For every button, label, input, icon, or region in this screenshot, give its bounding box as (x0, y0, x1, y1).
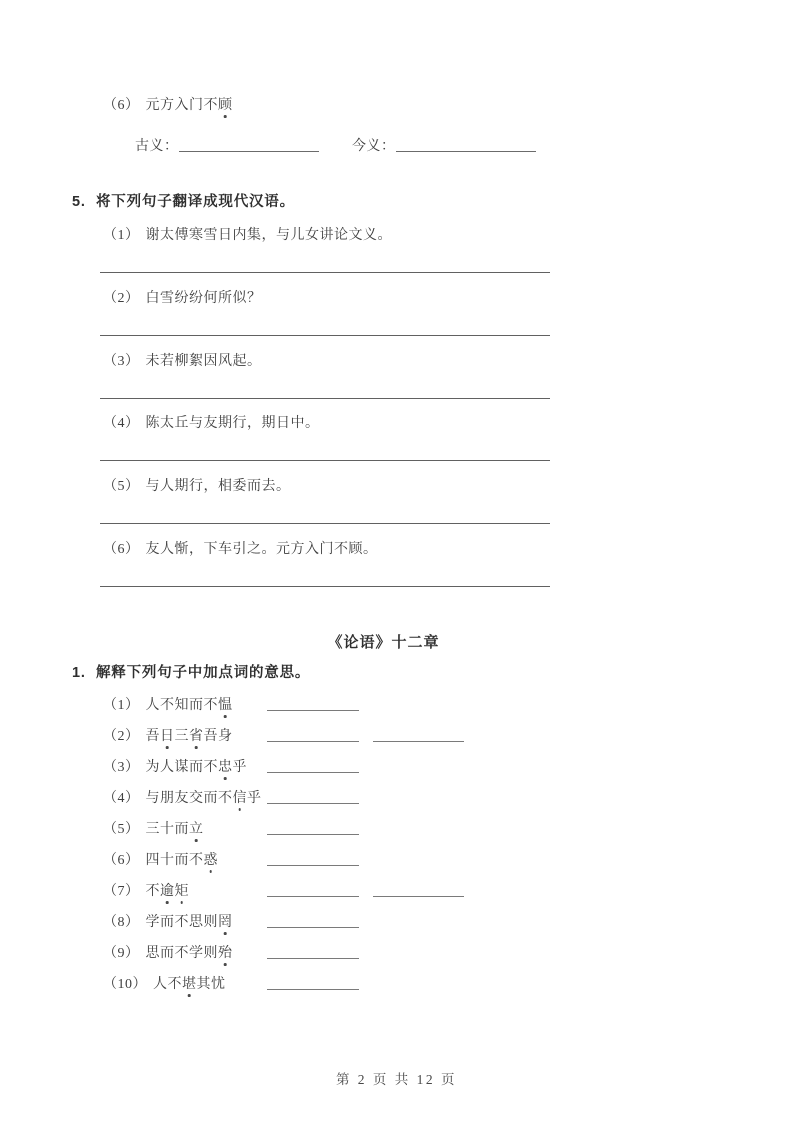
explain-answer-blank-1 (267, 927, 359, 928)
gloss-item-number: （6） (103, 98, 140, 113)
question-1-text: 解释下列句子中加点词的意思。 (96, 665, 311, 681)
translate-item (103, 416, 320, 432)
translate-answer-line (100, 523, 550, 524)
translate-item (103, 228, 392, 244)
translate-item-number: （4） (103, 416, 140, 431)
translate-item-number: （3） (103, 354, 140, 369)
gloss-answer-row (0, 135, 793, 155)
explain-item-phrase: 学而不思则罔 (145, 915, 233, 930)
explain-item-number: （7） (103, 884, 140, 899)
translate-item (103, 291, 262, 307)
ancient-meaning-label: 古义： (135, 139, 179, 154)
chapter-title: 《论语》十二章 (327, 634, 440, 651)
translate-item (103, 354, 262, 370)
explain-item-phrase: 不逾矩 (145, 884, 189, 899)
explain-item-number: （5） (103, 822, 140, 837)
gloss-item-text: 元方入门不顾 (145, 98, 233, 113)
explain-answer-blank-2 (373, 741, 464, 742)
translate-item-number: （1） (103, 228, 140, 243)
explain-item (103, 915, 233, 931)
explain-answer-blank-1 (267, 834, 359, 835)
explain-item-phrase: 吾日三省吾身 (145, 729, 233, 744)
translate-item (103, 479, 291, 495)
explain-answer-blank-1 (267, 989, 359, 990)
explain-answer-blank-1 (267, 803, 359, 804)
explain-answer-blank-1 (267, 710, 359, 711)
explain-item (103, 791, 262, 807)
translate-answer-line (100, 460, 550, 461)
question-1-number: 1. (72, 665, 86, 681)
translate-item-sentence: 未若柳絮因风起。 (145, 354, 262, 369)
explain-item-phrase: 为人谋而不忠乎 (145, 760, 247, 775)
translate-item-sentence: 与人期行，相委而去。 (145, 479, 291, 494)
explain-answer-blank-1 (267, 958, 359, 959)
explain-item-phrase: 与朋友交而不信乎 (145, 791, 262, 806)
explain-item-phrase: 思而不学则殆 (145, 946, 233, 961)
translate-item (103, 542, 378, 558)
explain-answer-blank-2 (373, 896, 464, 897)
translate-item-number: （6） (103, 542, 140, 557)
explain-item-number: （1） (103, 698, 140, 713)
explain-item (103, 760, 247, 776)
explain-item-number: （10） (103, 977, 147, 992)
explain-item (103, 729, 233, 745)
gloss-item (103, 98, 233, 114)
modern-meaning-label: 今义： (352, 139, 396, 154)
translate-item-number: （2） (103, 291, 140, 306)
explain-answer-blank-1 (267, 741, 359, 742)
explain-item-number: （9） (103, 946, 140, 961)
question-1-heading (72, 665, 310, 681)
explain-answer-blank-1 (267, 896, 359, 897)
explain-answer-blank-1 (267, 772, 359, 773)
question-5-heading (72, 194, 295, 210)
explain-item-phrase: 人不知而不愠 (145, 698, 233, 713)
explain-item (103, 946, 233, 962)
translate-answer-line (100, 586, 550, 587)
modern-meaning-blank (396, 139, 536, 152)
explain-item (103, 853, 218, 869)
explain-item-number: （4） (103, 791, 140, 806)
explain-answer-blank-1 (267, 865, 359, 866)
explain-item-phrase: 四十而不惑 (145, 853, 218, 868)
explain-item (103, 884, 189, 900)
question-5-number: 5. (72, 194, 86, 210)
explain-item-number: （3） (103, 760, 140, 775)
explain-item (103, 698, 233, 714)
explain-item-number: （6） (103, 853, 140, 868)
explain-item-number: （8） (103, 915, 140, 930)
translate-item-sentence: 友人惭，下车引之。元方入门不顾。 (145, 542, 378, 557)
ancient-meaning-field (135, 135, 319, 155)
translate-item-sentence: 白雪纷纷何所似？ (145, 291, 262, 306)
explain-item-phrase: 人不堪其忧 (153, 977, 226, 992)
translate-item-sentence: 谢太傅寒雪日内集，与儿女讲论文义。 (145, 228, 392, 243)
explain-item (103, 977, 226, 993)
explain-item-phrase: 三十而立 (145, 822, 204, 837)
question-5-text: 将下列句子翻译成现代汉语。 (96, 194, 295, 210)
page-footer: 第 2 页 共 12 页 (335, 1072, 458, 1087)
translate-answer-line (100, 335, 550, 336)
translate-answer-line (100, 272, 550, 273)
explain-item-number: （2） (103, 729, 140, 744)
translate-answer-line (100, 398, 550, 399)
translate-item-sentence: 陈太丘与友期行，期日中。 (145, 416, 320, 431)
ancient-meaning-blank (179, 139, 319, 152)
explain-item (103, 822, 204, 838)
translate-item-number: （5） (103, 479, 140, 494)
modern-meaning-field (352, 135, 536, 155)
